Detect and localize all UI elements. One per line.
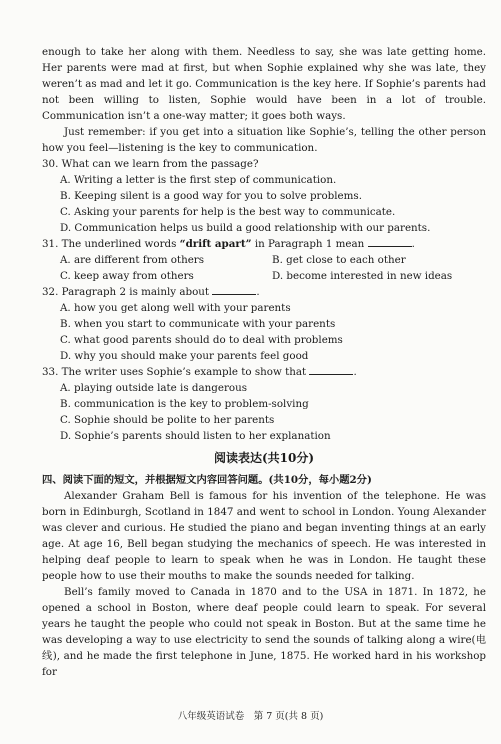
page-footer: 八年级英语试卷 第 7 页(共 8 页) bbox=[177, 711, 324, 722]
passage-paragraph: Just remember: if you get into a situation like Sophie’s, telling the other person how you feel—listening is the key to communication. bbox=[42, 126, 486, 154]
q33-option-b: B. communication is the key to problem-solving bbox=[60, 398, 309, 410]
q33-stem-text: 33. The writer uses Sophie’s example to show that bbox=[42, 366, 307, 378]
q31-keyword: “drift apart” bbox=[179, 238, 252, 250]
answer-blank bbox=[309, 364, 353, 375]
q33-option-a: A. playing outside late is dangerous bbox=[60, 382, 247, 394]
q33-option-c: C. Sophie should be polite to her parents bbox=[60, 414, 275, 426]
q31-option-c: C. keep away from others bbox=[60, 270, 194, 282]
q32-option-c: C. what good parents should do to deal with problems bbox=[60, 334, 343, 346]
question-30-stem: 30. What can we learn from the passage? bbox=[42, 158, 259, 170]
passage-paragraph: Bell’s family moved to Canada in 1870 and to the USA in 1871. In 1872, he opened a school in Boston, where deaf people could learn to speak. For several years he taught the people who could not speak in Boston. But at the same time he was developing a way to use electricity to send the sounds of talking along a wire(电线), and he made the first telephone in June, 1875. He worked hard in his workshop for bbox=[42, 586, 486, 678]
answer-blank bbox=[368, 236, 412, 247]
q30-option-c: C. Asking your parents for help is the best way to communicate. bbox=[60, 206, 396, 218]
q32-option-a: A. how you get along well with your parents bbox=[60, 302, 291, 314]
question-32-stem: 32. Paragraph 2 is mainly about . bbox=[42, 286, 260, 298]
q30-option-b: B. Keeping silent is a good way for you to solve problems. bbox=[60, 190, 362, 202]
section-title: 阅读表达(共10分) bbox=[213, 451, 315, 465]
passage-paragraph: enough to take her along with them. Needless to say, she was late getting home. Her parents were mad at first, but when Sophie explained why she was late, they weren’t as mad and let it go. Communication is the key here. If Sophie’s parents had not been willing to listen, Sophie would have been in a lot of trouble. Communication isn’t a one-way matter; it goes both ways. bbox=[42, 46, 486, 122]
q31-option-a: A. are different from others bbox=[60, 254, 205, 266]
q31-stem-post: in Paragraph 1 mean bbox=[251, 238, 365, 250]
question-33-stem: 33. The writer uses Sophie’s example to show that . bbox=[42, 366, 357, 378]
passage-paragraph: Alexander Graham Bell is famous for his invention of the telephone. He was born in Edinburgh, Scotland in 1847 and went to school in London. Young Alexander was clever and curious. He studied the piano and began inventing things at an early age. At age 16, Bell began studying the mechanics of speech. He was interested in helping deaf people to learn to speak when he was in London. He taught these people how to use their mouths to make the sounds needed for talking. bbox=[42, 490, 486, 582]
q31-option-b: B. get close to each other bbox=[272, 254, 406, 266]
q32-option-d: D. why you should make your parents feel good bbox=[60, 350, 309, 362]
q32-option-b: B. when you start to communicate with your parents bbox=[60, 318, 336, 330]
q30-option-a: A. Writing a letter is the first step of communication. bbox=[60, 174, 337, 186]
answer-blank bbox=[212, 284, 256, 295]
exam-page bbox=[42, 44, 486, 680]
q31-options-row bbox=[60, 252, 486, 268]
q31-options-row bbox=[60, 268, 486, 284]
section-instruction: 四、阅读下面的短文，并根据短文内容回答问题。(共10分，每小题2分) bbox=[42, 474, 372, 486]
q31-option-d: D. become interested in new ideas bbox=[272, 270, 453, 282]
question-31-stem: 31. The underlined words “drift apart” in Paragraph 1 mean . bbox=[42, 238, 415, 250]
q32-stem-text: 32. Paragraph 2 is mainly about bbox=[42, 286, 210, 298]
q31-stem-pre: 31. The underlined words bbox=[42, 238, 180, 250]
q33-option-d: D. Sophie’s parents should listen to her explanation bbox=[60, 430, 331, 442]
q30-option-d: D. Communication helps us build a good relationship with our parents. bbox=[60, 222, 431, 234]
